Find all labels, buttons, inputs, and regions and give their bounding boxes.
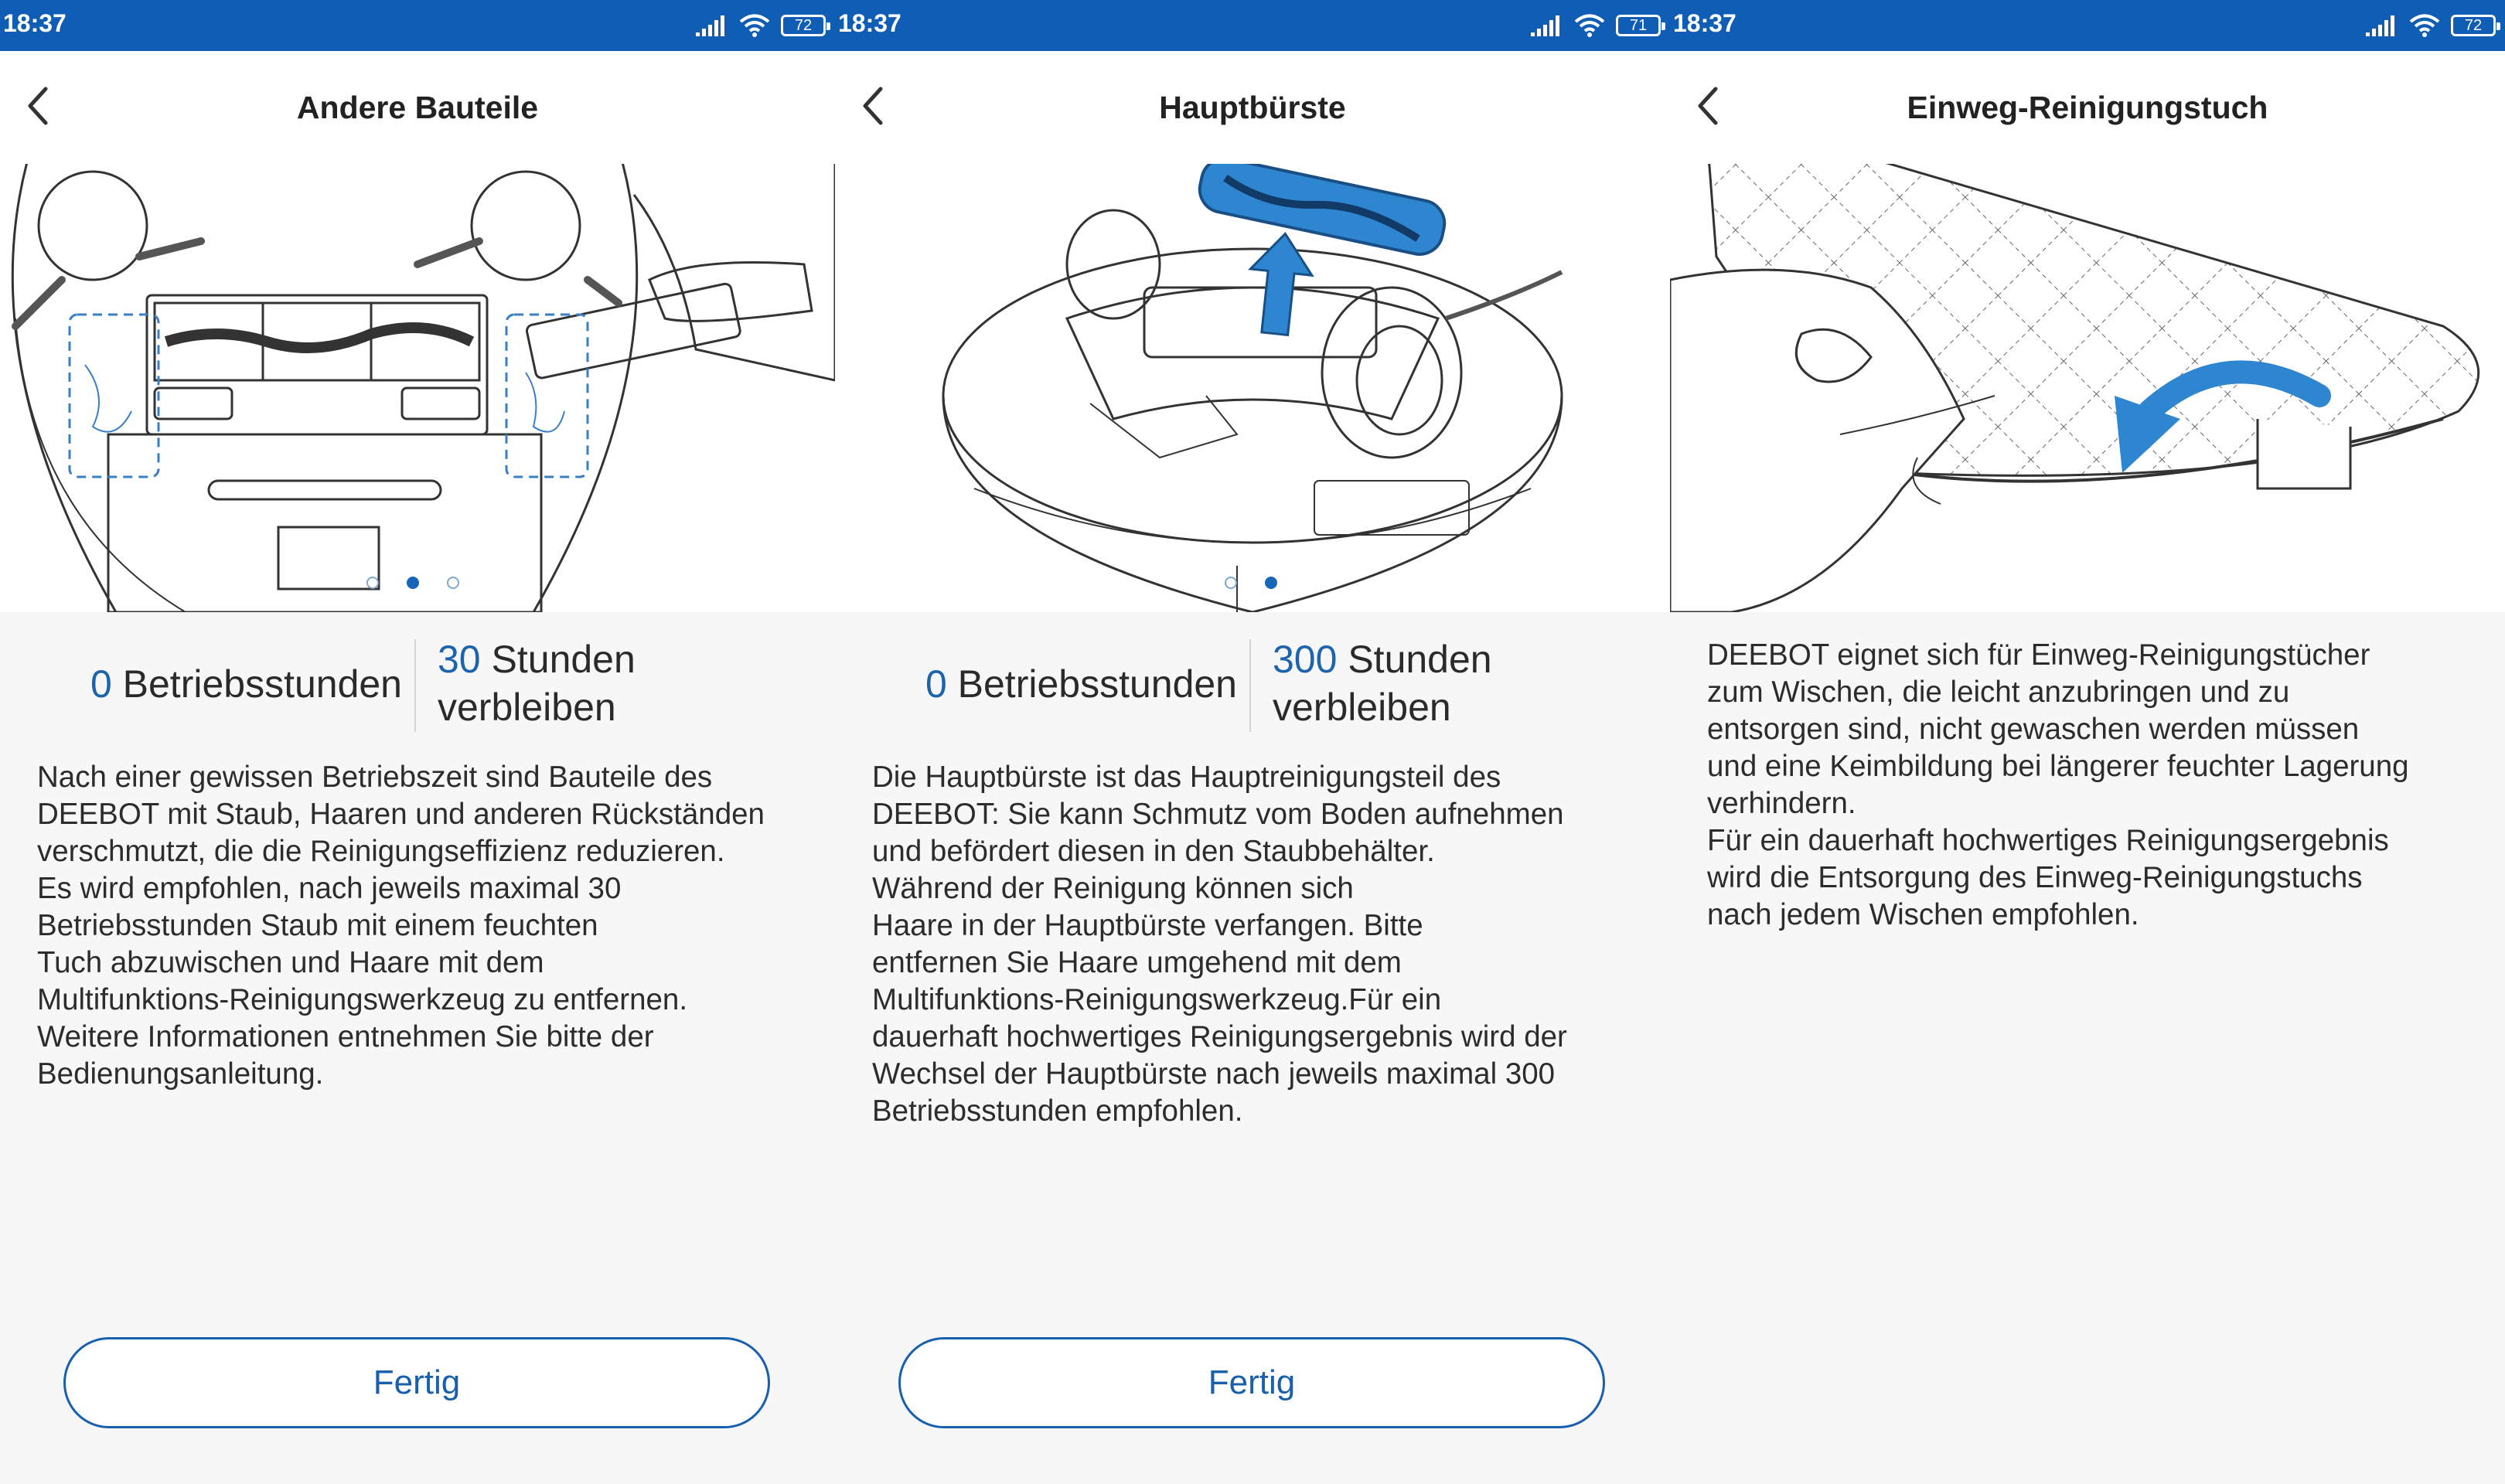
panel-andere-bauteile	[0, 0, 835, 1484]
signal-icon	[694, 14, 728, 37]
status-time: 18:37	[3, 9, 66, 37]
page-title: Einweg-Reinigungstuch	[1907, 90, 2268, 125]
status-bar	[0, 0, 835, 51]
description-text: DEEBOT eignet sich für Einweg-Reinigungstücher zum Wischen, die leicht anzubringen und zu entsorgen sind, nicht gewaschen werden müssen und eine Keimbildung bei längerer feuchter Lagerung verhindern. Für ein dauerhaft hochwertiges Reinigungsergebnis wird die Entsorgung des Einweg-Reinigungstuchs nach jedem Wischen empfohlen.	[1707, 638, 2409, 931]
battery-level: 72	[2464, 17, 2483, 34]
status-icons	[1529, 11, 1661, 40]
header	[1670, 51, 2505, 164]
status-icons	[694, 11, 826, 40]
signal-icon	[1529, 14, 1563, 37]
battery-level: 71	[1629, 17, 1648, 34]
battery-level: 72	[794, 17, 813, 34]
status-bar	[1670, 0, 2505, 51]
remaining-hours-label: Stunden verbleiben	[438, 638, 636, 729]
remaining-hours	[1273, 635, 1659, 731]
usage-stats	[0, 635, 835, 736]
operating-hours-value: 0	[90, 662, 112, 706]
brush-roller	[1195, 164, 1449, 259]
status-time: 18:37	[1673, 9, 1736, 37]
operating-hours-label: Betriebsstunden	[111, 662, 402, 706]
remaining-hours-value: 300	[1273, 638, 1338, 681]
remaining-hours-label: Stunden verbleiben	[1273, 638, 1492, 729]
page-title: Hauptbürste	[1159, 90, 1346, 125]
description-text: Die Hauptbürste ist das Hauptreinigungsteil des DEEBOT: Sie kann Schmutz vom Boden aufnehmen und befördert diesen in den Staubbehälter. Während der Reinigung können sich Haare in der Hauptbürste verfangen. Bitte entfernen Sie Haare umgehend mit dem Multifunktions-Reinigungswerkzeug.Für ein dauerhaft hochwertiges Reinigungsergebnis wird der Wechsel der Hauptbürste nach jeweils maximal 300 Betriebsstunden empfohlen.	[872, 761, 1567, 1128]
remaining-hours-value: 30	[438, 638, 481, 681]
illustration-cleaning-cloth	[1670, 164, 2505, 612]
cleaning-cloth-drawing	[1670, 164, 2505, 612]
fertig-button[interactable]: Fertig	[898, 1337, 1605, 1428]
operating-hours	[90, 662, 402, 706]
status-bar	[835, 0, 1670, 51]
status-icons	[2364, 11, 2496, 40]
operating-hours-label: Betriebsstunden	[946, 662, 1237, 706]
signal-icon	[2364, 14, 2398, 37]
robot-underside-drawing	[0, 164, 835, 612]
page-dot[interactable]	[1225, 577, 1237, 589]
illustration-main-brush	[835, 164, 1670, 612]
main-brush-drawing	[835, 164, 1670, 612]
wifi-icon	[2409, 13, 2440, 38]
operating-hours-value: 0	[925, 662, 947, 706]
header	[835, 51, 1670, 164]
description-text: Nach einer gewissen Betriebszeit sind Bauteile des DEEBOT mit Staub, Haaren und anderen Rückständen verschmutzt, die die Reinigungseffizienz reduzieren. Es wird empfohlen, nach jeweils maximal 30 Betriebsstunden Staub mit einem feuchten Tuch abzuwischen und Haare mit dem Multifunktions-Reinigungswerkzeug zu entfernen. Weitere Informationen entnehmen Sie bitte der Bedienungsanleitung.	[37, 761, 765, 1091]
panel-einweg-reinigungstuch	[1670, 0, 2505, 1484]
stats-divider	[414, 639, 416, 732]
panel-hauptbuerste	[835, 0, 1670, 1484]
page-dot[interactable]	[447, 577, 459, 589]
wifi-icon	[1574, 13, 1605, 38]
usage-stats	[835, 635, 1670, 736]
page-dot-active[interactable]	[407, 577, 419, 589]
page-indicator	[1225, 577, 1277, 589]
page-indicator	[366, 577, 459, 589]
battery-icon	[1616, 15, 1661, 36]
page-dot[interactable]	[366, 577, 379, 589]
wifi-icon	[739, 13, 770, 38]
header	[0, 51, 835, 164]
battery-icon	[781, 15, 826, 36]
fertig-button[interactable]: Fertig	[63, 1337, 770, 1428]
page-title: Andere Bauteile	[296, 90, 539, 125]
remaining-hours	[438, 635, 824, 731]
page-dot-active[interactable]	[1265, 577, 1277, 589]
operating-hours	[925, 662, 1237, 706]
battery-icon	[2451, 15, 2496, 36]
stats-divider	[1249, 639, 1251, 732]
status-time: 18:37	[838, 9, 901, 37]
illustration-robot-underside	[0, 164, 835, 612]
